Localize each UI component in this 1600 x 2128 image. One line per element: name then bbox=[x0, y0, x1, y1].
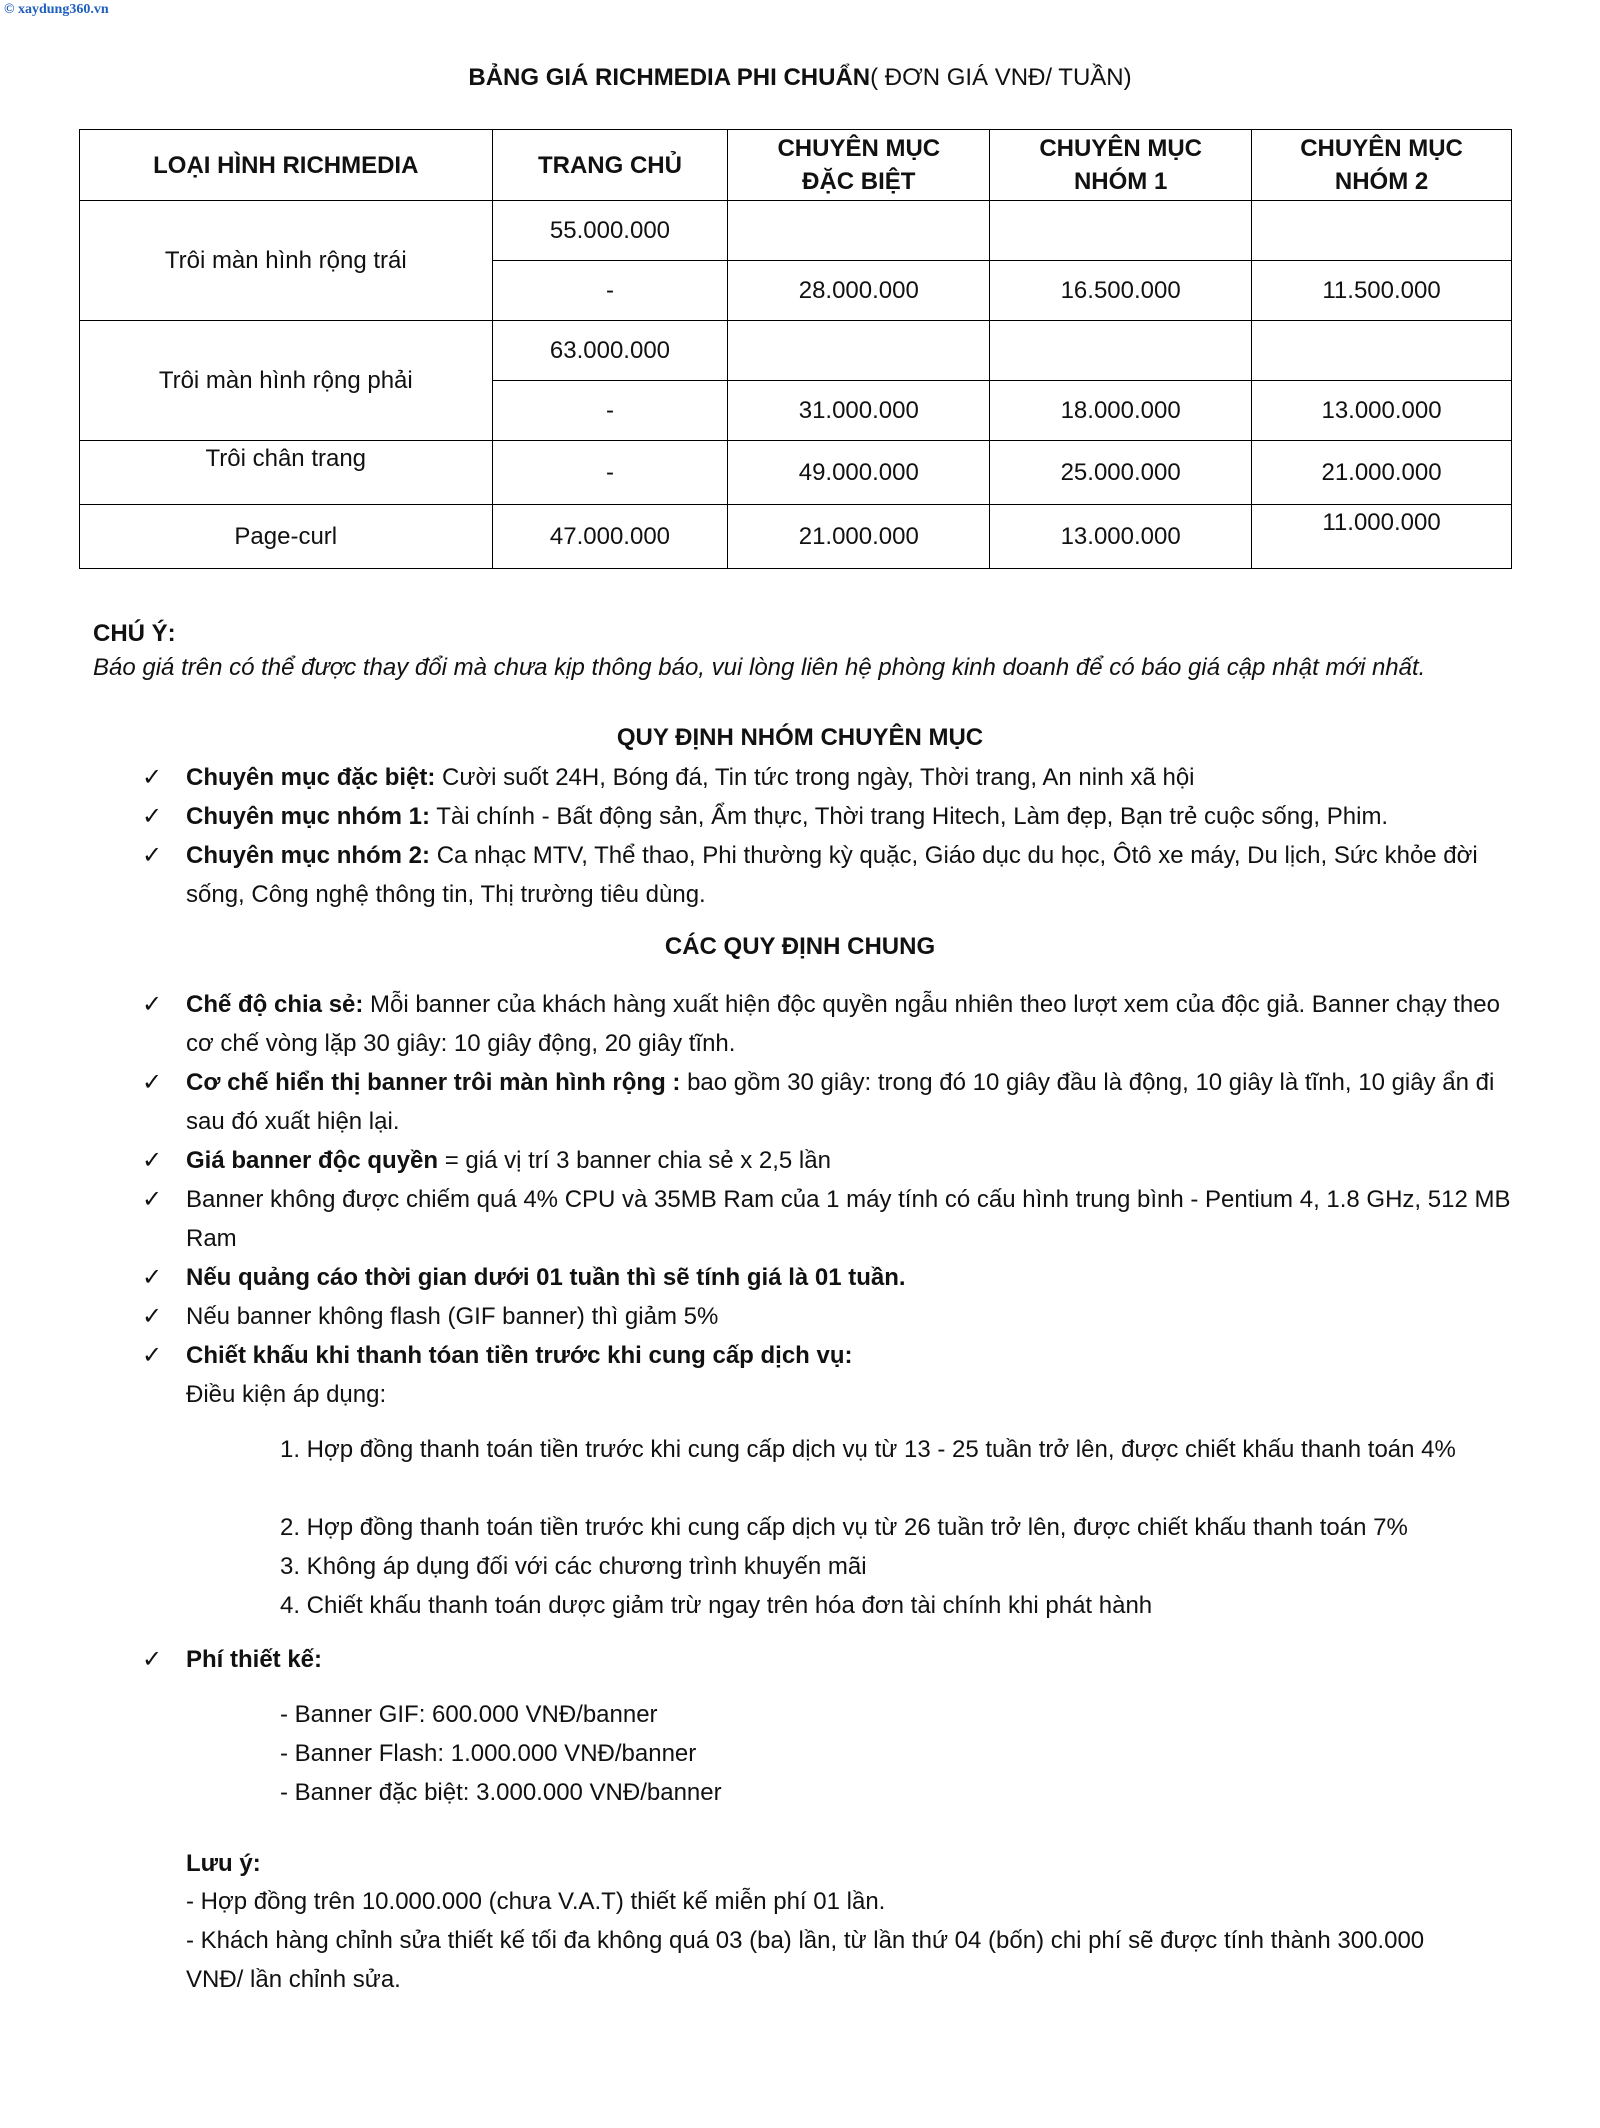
condition-item: 1. Hợp đồng thanh toán tiền trước khi cung cấp dịch vụ từ 13 - 25 tuần trở lên, được chiết khấu thanh toán 4% bbox=[280, 1436, 1456, 1463]
group-rules-heading: QUY ĐỊNH NHÓM CHUYÊN MỤC bbox=[616, 724, 984, 751]
condition-item: 3. Không áp dụng đối với các chương trình khuyến mãi bbox=[280, 1553, 867, 1580]
page-title: BẢNG GIÁ RICHMEDIA PHI CHUẨN( ĐƠN GIÁ VNĐ/ TUẦN) bbox=[468, 64, 1132, 91]
design-fee-item: - Banner GIF: 600.000 VNĐ/banner bbox=[280, 1701, 658, 1728]
table-cell: 31.000.000 bbox=[728, 381, 990, 441]
price-table bbox=[79, 129, 1512, 569]
table-cell: 11.500.000 bbox=[1252, 261, 1512, 321]
check-icon: ✓ bbox=[142, 1069, 163, 1096]
table-cell: 63.000.000 bbox=[492, 321, 728, 381]
watermark: © xaydung360.vn bbox=[4, 2, 109, 17]
header-special: CHUYÊN MỤC ĐẶC BIỆT bbox=[728, 130, 990, 201]
check-icon: ✓ bbox=[142, 842, 163, 869]
table-row bbox=[80, 201, 1512, 261]
header-type: LOẠI HÌNH RICHMEDIA bbox=[80, 130, 493, 201]
table-row bbox=[80, 321, 1512, 381]
list-item: ✓ Nếu quảng cáo thời gian dưới 01 tuần thì sẽ tính giá là 01 tuần. bbox=[186, 1258, 1516, 1297]
condition-item: 4. Chiết khấu thanh toán dược giảm trừ ngay trên hóa đơn tài chính khi phát hành bbox=[280, 1592, 1153, 1619]
table-cell: - bbox=[492, 381, 728, 441]
table-cell: 28.000.000 bbox=[728, 261, 990, 321]
header-home: TRANG CHỦ bbox=[492, 130, 728, 201]
note-text: Báo giá trên có thể được thay đổi mà chưa kịp thông báo, vui lòng liên hệ phòng kinh doanh để có báo giá cập nhật mới nhất. bbox=[93, 654, 1426, 681]
table-cell: 25.000.000 bbox=[990, 441, 1252, 505]
check-icon: ✓ bbox=[142, 803, 163, 830]
header-group2: CHUYÊN MỤC NHÓM 2 bbox=[1252, 130, 1512, 201]
list-item: ✓ Cơ chế hiển thị banner trôi màn hình rộng : bao gồm 30 giây: trong đó 10 giây đầu là động, 10 giây là tĩnh, 10 giây ẩn đi sau đó xuất hiện lại. bbox=[186, 1063, 1516, 1141]
list-item: ✓ Phí thiết kế: bbox=[186, 1640, 1516, 1679]
table-cell: 16.500.000 bbox=[990, 261, 1252, 321]
table-cell: 18.000.000 bbox=[990, 381, 1252, 441]
row-name: Page-curl bbox=[80, 505, 493, 569]
row-name: Trôi chân trang bbox=[80, 441, 493, 505]
remark-heading: Lưu ý: bbox=[186, 1850, 261, 1877]
check-icon: ✓ bbox=[142, 1342, 163, 1369]
check-icon: ✓ bbox=[142, 764, 163, 791]
check-icon: ✓ bbox=[142, 1303, 163, 1330]
list-item: ✓ Chế độ chia sẻ: Mỗi banner của khách hàng xuất hiện độc quyền ngẫu nhiên theo lượt xem của độc giả. Banner chạy theo cơ chế vòng lặp 30 giây: 10 giây động, 20 giây tĩnh. bbox=[186, 985, 1516, 1063]
list-item: ✓ Chuyên mục nhóm 1: Tài chính - Bất động sản, Ẩm thực, Thời trang Hitech, Làm đẹp, Bạn trẻ cuộc sống, Phim. bbox=[186, 797, 1516, 836]
table-cell: - bbox=[492, 441, 728, 505]
list-item: ✓ Nếu banner không flash (GIF banner) thì giảm 5% bbox=[186, 1297, 1516, 1336]
table-row bbox=[80, 505, 1512, 569]
design-fee-item: - Banner Flash: 1.000.000 VNĐ/banner bbox=[280, 1740, 697, 1767]
conditions-label: Điều kiện áp dụng: bbox=[186, 1381, 387, 1408]
table-cell: 47.000.000 bbox=[492, 505, 728, 569]
table-cell: - bbox=[492, 261, 728, 321]
list-item: ✓ Giá banner độc quyền = giá vị trí 3 banner chia sẻ x 2,5 lần bbox=[186, 1141, 1516, 1180]
note-heading: CHÚ Ý: bbox=[93, 620, 176, 647]
table-cell: 21.000.000 bbox=[728, 505, 990, 569]
condition-item: 2. Hợp đồng thanh toán tiền trước khi cung cấp dịch vụ từ 26 tuần trở lên, được chiết khấu thanh toán 7% bbox=[280, 1514, 1408, 1541]
list-item: ✓ Banner không được chiếm quá 4% CPU và 35MB Ram của 1 máy tính có cấu hình trung bình - Pentium 4, 1.8 GHz, 512 MB Ram bbox=[186, 1180, 1516, 1258]
header-group1: CHUYÊN MỤC NHÓM 1 bbox=[990, 130, 1252, 201]
check-icon: ✓ bbox=[142, 1646, 163, 1673]
table-cell: 13.000.000 bbox=[990, 505, 1252, 569]
check-icon: ✓ bbox=[142, 1147, 163, 1174]
table-cell: 13.000.000 bbox=[1252, 381, 1512, 441]
table-cell: 55.000.000 bbox=[492, 201, 728, 261]
row-name: Trôi màn hình rộng trái bbox=[80, 201, 493, 321]
check-icon: ✓ bbox=[142, 1186, 163, 1213]
table-cell: 49.000.000 bbox=[728, 441, 990, 505]
remark-line: - Khách hàng chỉnh sửa thiết kế tối đa không quá 03 (ba) lần, từ lần thứ 04 (bốn) chi phí sẽ được tính thành 300.000 VNĐ/ lần chỉnh sửa. bbox=[186, 1927, 1425, 1993]
row-name: Trôi màn hình rộng phải bbox=[80, 321, 493, 441]
check-icon: ✓ bbox=[142, 991, 163, 1018]
general-rules-heading: CÁC QUY ĐỊNH CHUNG bbox=[664, 933, 936, 960]
list-item: ✓ Chuyên mục nhóm 2: Ca nhạc MTV, Thể thao, Phi thường kỳ quặc, Giáo dục du học, Ôtô xe máy, Du lịch, Sức khỏe đời sống, Công nghệ thông tin, Thị trường tiêu dùng. bbox=[186, 836, 1516, 914]
remark-line: - Hợp đồng trên 10.000.000 (chưa V.A.T) thiết kế miễn phí 01 lần. bbox=[186, 1888, 886, 1915]
list-item: ✓ Chiết khấu khi thanh tóan tiền trước khi cung cấp dịch vụ: bbox=[186, 1336, 1516, 1375]
list-item: ✓ Chuyên mục đặc biệt: Cười suốt 24H, Bóng đá, Tin tức trong ngày, Thời trang, An ninh xã hội bbox=[186, 758, 1516, 797]
table-cell: 21.000.000 bbox=[1252, 441, 1512, 505]
table-header-row bbox=[80, 130, 1512, 201]
table-row bbox=[80, 441, 1512, 505]
check-icon: ✓ bbox=[142, 1264, 163, 1291]
design-fee-item: - Banner đặc biệt: 3.000.000 VNĐ/banner bbox=[280, 1779, 722, 1806]
table-cell: 11.000.000 bbox=[1252, 505, 1512, 569]
